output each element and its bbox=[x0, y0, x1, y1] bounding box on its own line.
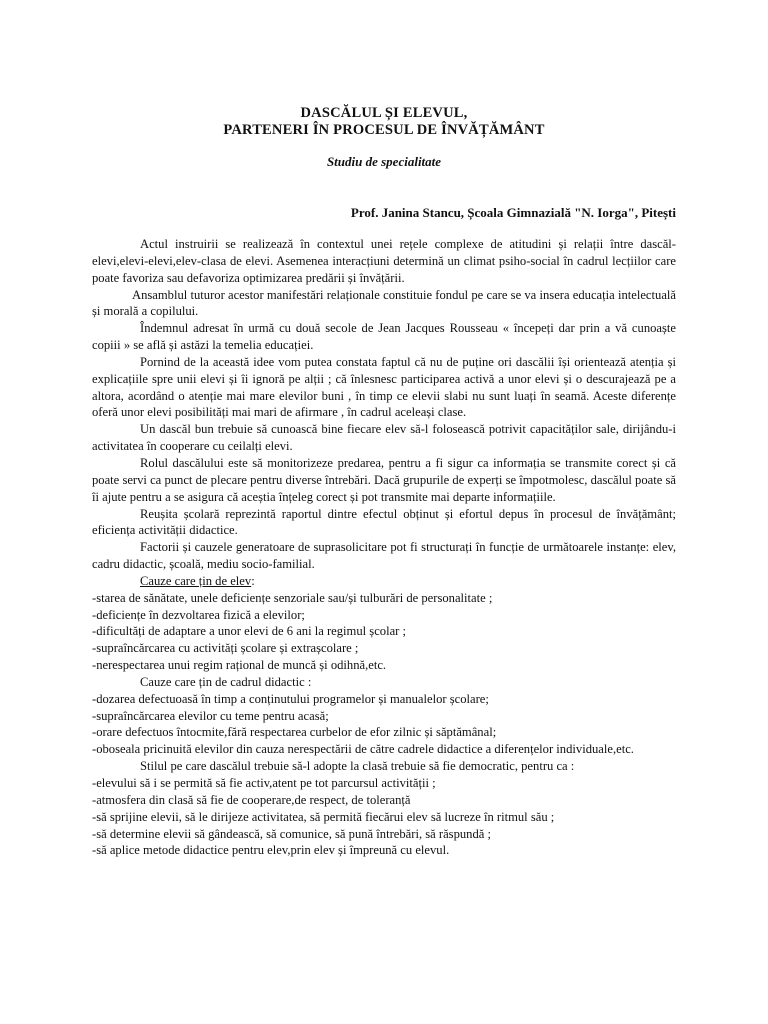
list-item: -atmosfera din clasă să fie de cooperare,de respect, de toleranță bbox=[92, 792, 411, 807]
author-line: Prof. Janina Stancu, Școala Gimnazială "N. Iorga", Pitești bbox=[350, 205, 676, 220]
section-heading-cadru: Cauze care țin de cadrul didactic : bbox=[140, 674, 312, 689]
paragraph: Factorii și cauzele generatoare de suprasolicitare pot fi structurați în funcție de următoarele instanțe: elev, cadru didactic, școală, mediu socio-familial. bbox=[92, 540, 676, 572]
list-item: -să aplice metode didactice pentru elev,prin elev și împreună cu elevul. bbox=[92, 843, 450, 858]
list-item: -supraîncărcarea cu activități școlare și extrașcolare ; bbox=[92, 641, 359, 656]
document-title-line-2: PARTENERI ÎN PROCESUL DE ÎNVĂȚĂMÂNT bbox=[223, 122, 545, 138]
section-heading-elev-text: Cauze care țin de elev bbox=[140, 573, 252, 588]
list-item: -supraîncărcarea elevilor cu teme pentru acasă; bbox=[92, 708, 329, 723]
list-item: -deficiențe în dezvoltarea fizică a elevilor; bbox=[92, 607, 305, 622]
paragraph: Pornind de la această idee vom putea constata faptul că nu de puține ori dascălii își orientează atenția și explicațiile spre unii elevi și îi ignoră pe alții ; că înlesnesc participarea activă a unor elevi și o descurajează pe a altora, acordând o atenție mai mare elevilor buni , în timp ce elevii slabi nu sunt luați în seamă. Aceste diferențe oferă unor elevi posibilități mai mari de afirmare , în cadrul aceleași clase. bbox=[92, 354, 676, 420]
paragraph: Îndemnul adresat în urmă cu două secole de Jean Jacques Rousseau « începeți dar prin a vă cunoaște copiii » se află și astăzi la temelia educației. bbox=[92, 321, 676, 353]
paragraph: Actul instruirii se realizează în contextul unei rețele complexe de atitudini și relații între dascăl-elevi,elevi-elevi,elev-clasa de elevi. Asemenea interacțiuni determină un climat psiho-social în cadrul lecțiilor care poate favoriza sau defavoriza optimizarea predării și învățării. bbox=[92, 237, 676, 285]
document-subtitle: Studiu de specialitate bbox=[326, 154, 442, 169]
list-item: -oboseala pricinuită elevilor din cauza nerespectării de către cadrele didactice a diferențelor individuale,etc. bbox=[92, 742, 634, 757]
list-item: -să determine elevii să gândească, să comunice, să pună întrebări, să răspundă ; bbox=[92, 826, 491, 841]
list-item: -orare defectuos întocmite,fără respectarea curbelor de efor zilnic și săptămânal; bbox=[92, 725, 497, 740]
paragraph: Ansamblul tuturor acestor manifestări relaționale constituie fondul pe care se va insera educația intelectuală și morală a copilului. bbox=[92, 287, 676, 319]
paragraph: Rolul dascălului este să monitorizeze predarea, pentru a fi sigur ca informația se transmite corect și că poate servi ca punct de plecare pentru diverse întrebări. Dacă grupurile de experți se împotmolesc, dascălul poate să îi ajute pentru a se asigura că aceștia înțeleg corect și pot transmite mai departe informațiile. bbox=[92, 455, 676, 504]
list-item: -dozarea defectuoasă în timp a conținutului programelor și manualelor școlare; bbox=[92, 691, 489, 706]
section-heading-elev bbox=[92, 573, 676, 590]
paragraph: Un dascăl bun trebuie să cunoască bine fiecare elev să-l folosească potrivit capacităților sale, dirijându-i activitatea în cooperare cu ceilalți elevi. bbox=[92, 422, 676, 454]
document-body bbox=[92, 236, 676, 859]
section-heading-elev-colon: : bbox=[251, 573, 255, 588]
list-item: -să sprijine elevii, să le dirijeze activitatea, să permită fiecărui elev să lucreze în ritmul său ; bbox=[92, 809, 555, 824]
list-item: -elevului să i se permită să fie activ,atent pe tot parcursul activității ; bbox=[92, 776, 436, 790]
paragraph: Reușita școlară reprezintă raportul dintre efectul obținut și efortul depus în procesul de învățământ; eficiența activității didactice. bbox=[92, 506, 676, 538]
list-item: -starea de sănătate, unele deficiențe senzoriale sau/și tulburări de personalitate ; bbox=[92, 590, 493, 605]
list-item: -nerespectarea unui regim rațional de muncă și odihnă,etc. bbox=[92, 658, 387, 673]
stil-intro: Stilul pe care dascălul trebuie să-l adopte la clasă trebuie să fie democratic, pentru ca : bbox=[140, 759, 575, 774]
document-title-line-1: DASCĂLUL ȘI ELEVUL, bbox=[300, 105, 468, 121]
list-item: -dificultăți de adaptare a unor elevi de 6 ani la regimul școlar ; bbox=[92, 624, 407, 639]
